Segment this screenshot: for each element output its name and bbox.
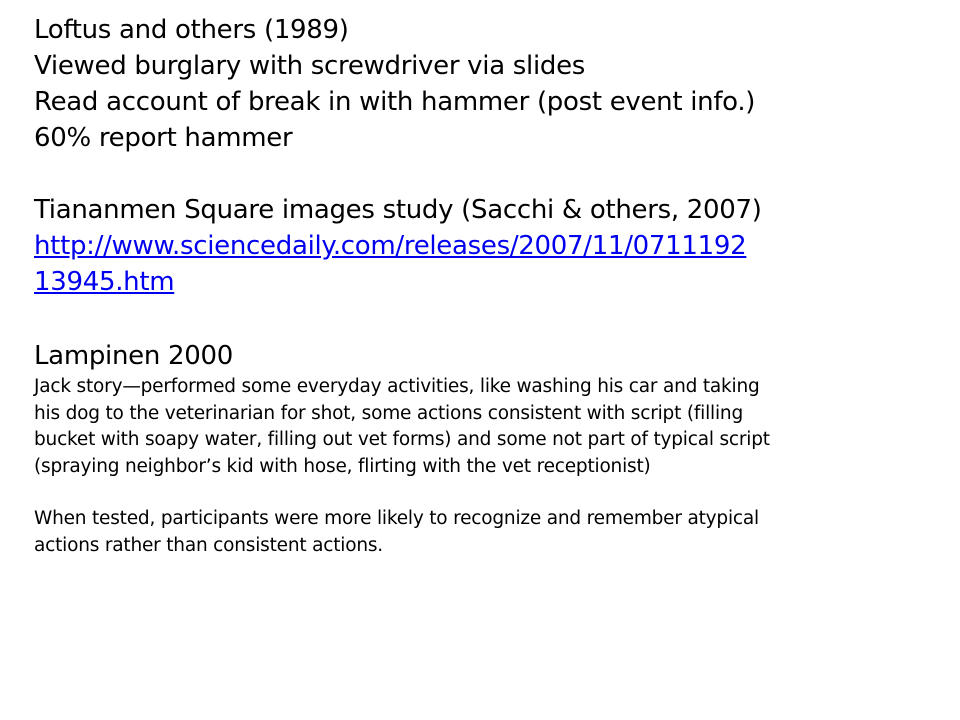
sciencedaily-link-line-1[interactable]: http://www.sciencedaily.com/releases/2007/11/0711192 <box>34 231 747 261</box>
spacer <box>34 300 934 338</box>
story-line: (spraying neighbor’s kid with hose, flirting with the vet receptionist) <box>34 455 651 477</box>
spacer <box>34 156 934 192</box>
tiananmen-heading: Tiananmen Square images study (Sacchi & others, 2007) <box>34 195 762 225</box>
result-line: When tested, participants were more likely to recognize and remember atypical <box>34 508 759 529</box>
story-line: Jack story—performed some everyday activities, like washing his car and taking <box>34 376 760 397</box>
loftus-heading: Loftus and others (1989) <box>34 15 349 45</box>
lampinen-heading: Lampinen 2000 <box>34 341 233 371</box>
result-line: actions rather than consistent actions. <box>34 534 383 556</box>
sciencedaily-link-line-2[interactable]: 13945.htm <box>34 267 175 297</box>
story-line: his dog to the veterinarian for shot, some actions consistent with script (filling <box>34 402 743 424</box>
spacer <box>34 480 934 506</box>
slide-content <box>34 12 934 559</box>
story-line: bucket with soapy water, filling out vet forms) and some not part of typical script <box>34 429 770 450</box>
loftus-line-2: Read account of break in with hammer (post event info.) <box>34 87 756 117</box>
loftus-line-1: Viewed burglary with screwdriver via slides <box>34 51 586 81</box>
loftus-line-3: 60% report hammer <box>34 123 293 153</box>
